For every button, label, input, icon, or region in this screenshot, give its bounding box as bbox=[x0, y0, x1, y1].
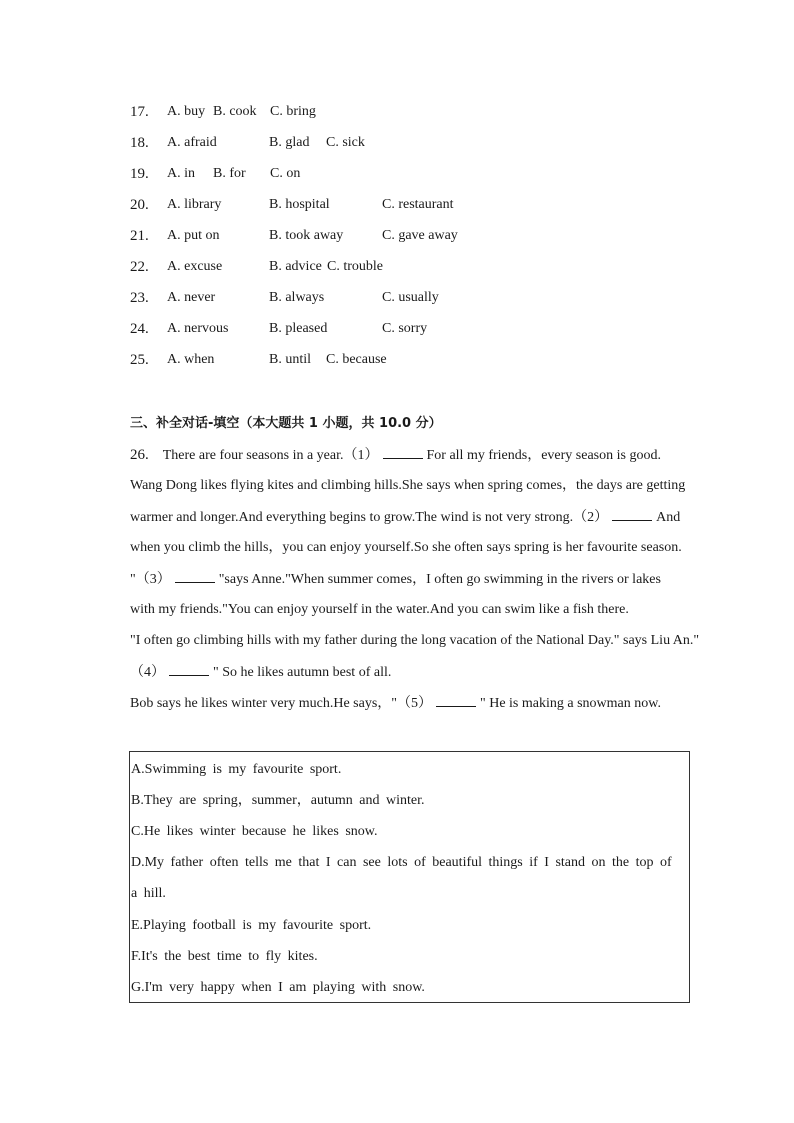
answer-blank-5[interactable] bbox=[436, 692, 476, 707]
option-a: A. when bbox=[167, 352, 215, 367]
option-line: D.My father often tells me that I can see lots of beautiful things if I stand on the top of bbox=[131, 855, 672, 870]
passage-text: Bob says he likes winter very much.He says，"（5） bbox=[130, 696, 432, 711]
answer-blank-1[interactable] bbox=[383, 444, 423, 459]
question-number: 17. bbox=[130, 104, 149, 120]
question-number: 23. bbox=[130, 290, 149, 306]
question-row bbox=[130, 194, 690, 225]
question-row bbox=[130, 287, 690, 318]
option-line: E.Playing football is my favourite sport. bbox=[131, 918, 372, 933]
option-b: B. advice bbox=[269, 259, 322, 274]
question-number: 22. bbox=[130, 259, 149, 275]
answer-blank-4[interactable] bbox=[169, 661, 209, 676]
question-row bbox=[130, 163, 690, 194]
options-box bbox=[129, 751, 690, 1003]
question-number: 19. bbox=[130, 166, 149, 182]
option-c: C. on bbox=[270, 166, 301, 181]
question-row bbox=[130, 318, 690, 349]
option-line: F.It's the best time to fly kites. bbox=[131, 949, 318, 964]
option-b: B. pleased bbox=[269, 321, 328, 336]
question-row bbox=[130, 132, 690, 163]
passage-text: "（3） bbox=[130, 572, 171, 587]
passage-text: "says Anne."When summer comes，I often go swimming in the rivers or lakes bbox=[218, 572, 661, 587]
option-c: C. gave away bbox=[382, 228, 458, 243]
option-c: C. bring bbox=[270, 104, 316, 119]
option-b: B. glad bbox=[269, 135, 310, 150]
option-b: B. until bbox=[269, 352, 312, 367]
answer-blank-3[interactable] bbox=[175, 568, 215, 583]
option-c: C. sorry bbox=[382, 321, 428, 336]
option-a: A. afraid bbox=[167, 135, 217, 150]
option-c: C. because bbox=[326, 352, 387, 367]
option-line: a hill. bbox=[131, 886, 166, 901]
section-heading: 三、补全对话-填空（本大题共 1 小题，共 10.0 分） bbox=[130, 416, 442, 431]
question-number: 21. bbox=[130, 228, 149, 244]
option-b: B. hospital bbox=[269, 197, 330, 212]
passage bbox=[130, 444, 705, 723]
question-list bbox=[130, 101, 690, 380]
option-line: C.He likes winter because he likes snow. bbox=[131, 824, 378, 839]
answer-blank-2[interactable] bbox=[612, 506, 652, 521]
option-b: B. for bbox=[213, 166, 246, 181]
passage-line: "I often go climbing hills with my father during the long vacation of the National Day." says Liu An." bbox=[130, 633, 700, 648]
option-a: A. put on bbox=[167, 228, 220, 243]
passage-text: " He is making a snowman now. bbox=[480, 696, 661, 711]
question-number: 26. bbox=[130, 447, 149, 463]
option-a: A. excuse bbox=[167, 259, 223, 274]
option-a: A. never bbox=[167, 290, 216, 305]
passage-text: " So he likes autumn best of all. bbox=[213, 665, 392, 680]
option-line: B.They are spring，summer，autumn and winter. bbox=[131, 793, 425, 808]
option-b: B. always bbox=[269, 290, 325, 305]
passage-line: when you climb the hills，you can enjoy yourself.So she often says spring is her favourite season. bbox=[130, 540, 682, 555]
passage-line: with my friends."You can enjoy yourself in the water.And you can swim like a fish there. bbox=[130, 602, 629, 617]
passage-text: There are four seasons in a year.（1） bbox=[162, 448, 379, 463]
question-row bbox=[130, 225, 690, 256]
passage-text: And bbox=[656, 510, 681, 525]
option-c: C. usually bbox=[382, 290, 439, 305]
option-a: A. nervous bbox=[167, 321, 229, 336]
option-a: A. in bbox=[167, 166, 195, 181]
question-number: 24. bbox=[130, 321, 149, 337]
option-c: C. sick bbox=[326, 135, 365, 150]
option-line: G.I'm very happy when I am playing with snow. bbox=[131, 980, 425, 995]
question-row bbox=[130, 101, 690, 132]
passage-line bbox=[130, 661, 705, 692]
option-c: C. trouble bbox=[327, 259, 383, 274]
option-a: A. library bbox=[167, 197, 222, 212]
passage-line bbox=[130, 568, 705, 599]
option-line: A.Swimming is my favourite sport. bbox=[131, 762, 342, 777]
passage-text: warmer and longer.And everything begins to grow.The wind is not very strong.（2） bbox=[130, 510, 609, 525]
option-b: B. cook bbox=[213, 104, 257, 119]
question-row bbox=[130, 256, 690, 287]
passage-text: For all my friends，every season is good. bbox=[426, 448, 661, 463]
option-c: C. restaurant bbox=[382, 197, 454, 212]
option-b: B. took away bbox=[269, 228, 344, 243]
question-number: 20. bbox=[130, 197, 149, 213]
question-number: 18. bbox=[130, 135, 149, 151]
passage-line bbox=[130, 444, 705, 475]
passage-line bbox=[130, 692, 705, 723]
option-a: A. buy bbox=[167, 104, 206, 119]
passage-text: （4） bbox=[130, 665, 165, 680]
question-number: 25. bbox=[130, 352, 149, 368]
question-row bbox=[130, 349, 690, 380]
passage-line: Wang Dong likes flying kites and climbing hills.She says when spring comes，the days are getting bbox=[130, 478, 686, 493]
passage-line bbox=[130, 506, 705, 537]
